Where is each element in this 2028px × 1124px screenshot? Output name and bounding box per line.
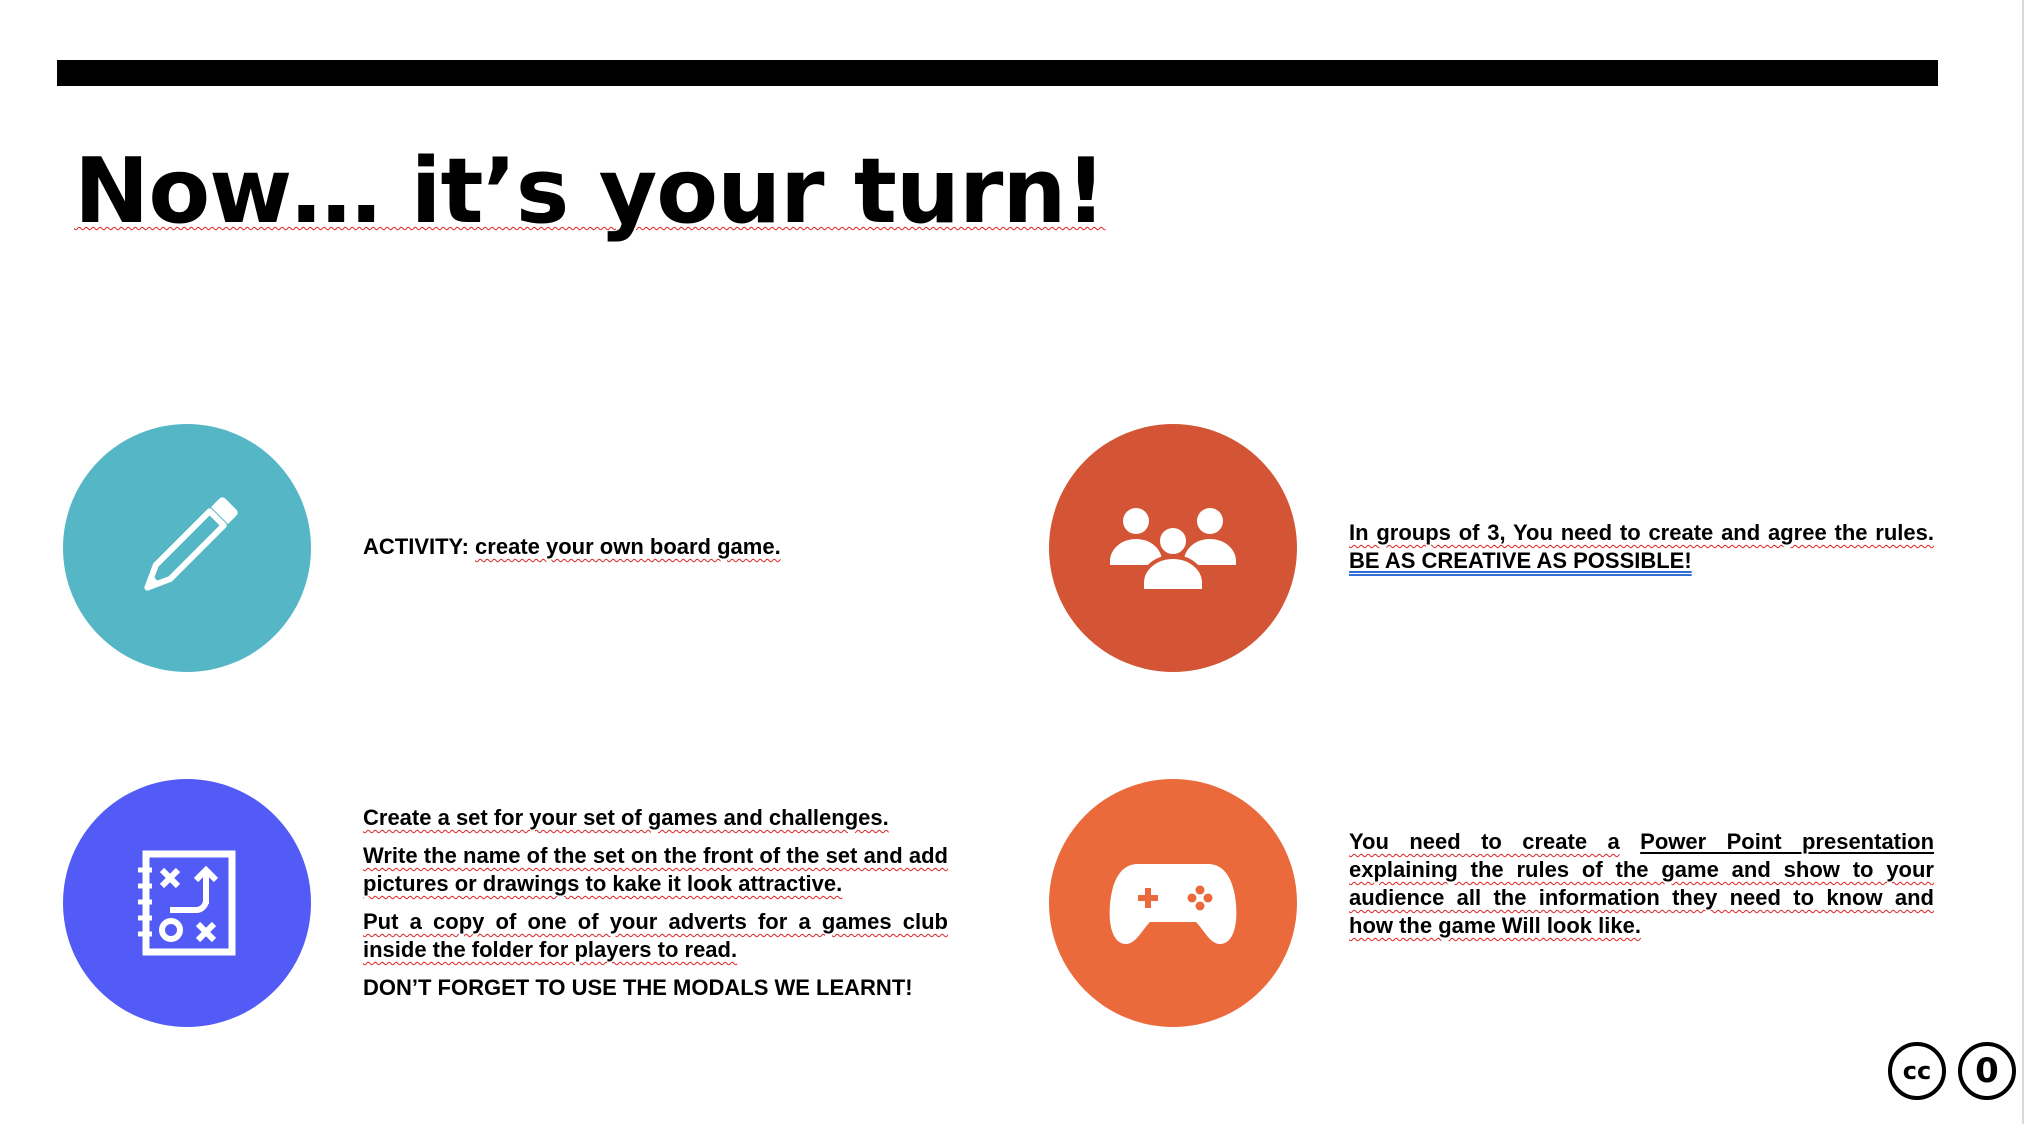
groups-emphasis: BE AS CREATIVE AS POSSIBLE! bbox=[1349, 548, 1692, 573]
cc-icon: cc bbox=[1888, 1042, 1946, 1100]
activity-description: create your own board game. bbox=[475, 534, 781, 559]
title-bar bbox=[57, 60, 1938, 86]
strategy-circle bbox=[63, 779, 311, 1027]
set-paragraph-4: DON’T FORGET TO USE THE MODALS WE LEARNT! bbox=[363, 975, 913, 1000]
group-circle bbox=[1049, 424, 1297, 672]
presentation-text bbox=[1349, 828, 1934, 940]
slide-edge bbox=[2022, 0, 2024, 1124]
groups-description: In groups of 3, You need to create and agree the rules. bbox=[1349, 520, 1934, 545]
groups-text bbox=[1349, 519, 1934, 575]
set-paragraph-3: Put a copy of one of your adverts for a games club inside the folder for players to read. bbox=[363, 909, 948, 962]
pencil-circle bbox=[63, 424, 311, 672]
pencil-icon bbox=[117, 478, 257, 618]
zero-icon: 0 bbox=[1958, 1042, 2016, 1100]
presentation-link: Power Point presentation bbox=[1640, 829, 1935, 854]
set-paragraph-1: Create a set for your set of games and challenges. bbox=[363, 805, 889, 830]
slide-title: Now… it’s your turn! bbox=[74, 139, 1106, 244]
activity-text bbox=[363, 533, 953, 561]
set-paragraph-2: Write the name of the set on the front of the set and add pictures or drawings to kake it look attractive. bbox=[363, 843, 948, 896]
set-text bbox=[363, 804, 948, 1012]
license-badges bbox=[1888, 1042, 2016, 1100]
gamepad-icon bbox=[1108, 858, 1238, 948]
presentation-before: You need to create a bbox=[1349, 829, 1620, 854]
group-icon bbox=[1108, 503, 1238, 593]
presentation-after: explaining the rules of the game and show to your audience all the information they need to know and how the game Will look like. bbox=[1349, 857, 1934, 938]
strategy-icon bbox=[132, 848, 242, 958]
gamepad-circle bbox=[1049, 779, 1297, 1027]
activity-label: ACTIVITY: bbox=[363, 534, 469, 559]
